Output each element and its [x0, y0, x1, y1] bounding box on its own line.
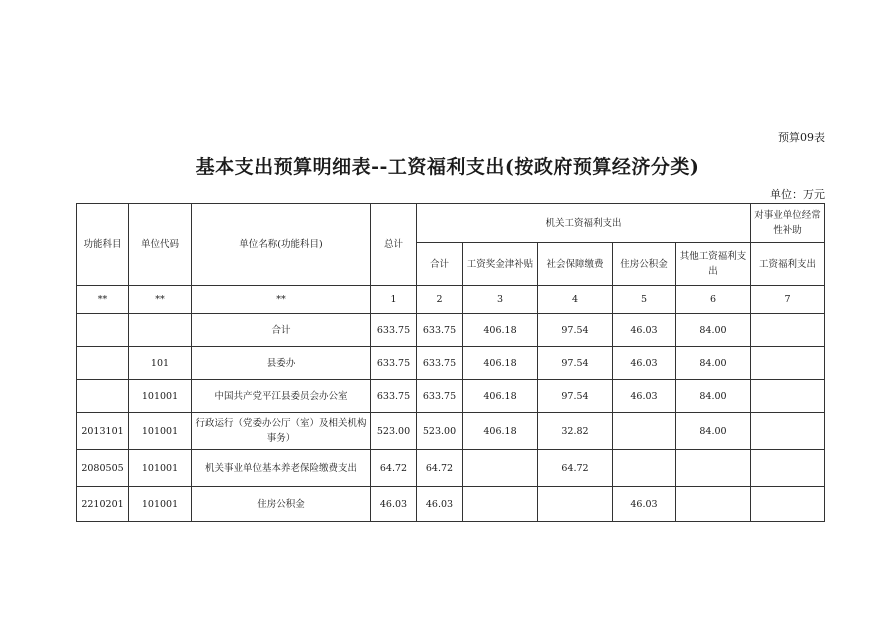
number-cell: 1 — [371, 286, 417, 314]
cell-social: 64.72 — [538, 450, 613, 487]
cell-salary — [463, 450, 538, 487]
cell-wage — [751, 314, 825, 347]
cell-social: 97.54 — [538, 380, 613, 413]
number-cell: 2 — [417, 286, 463, 314]
number-cell: 7 — [751, 286, 825, 314]
cell-salary: 406.18 — [463, 314, 538, 347]
cell-sub-total: 633.75 — [417, 380, 463, 413]
cell-total: 633.75 — [371, 314, 417, 347]
header-unit-name: 单位名称(功能科目) — [192, 204, 371, 286]
cell-code: 101001 — [129, 380, 192, 413]
header-subsidy-group: 对事业单位经常性补助 — [751, 204, 825, 243]
number-cell: ** — [77, 286, 129, 314]
cell-total: 523.00 — [371, 413, 417, 450]
cell-name: 住房公积金 — [192, 487, 371, 522]
header-agency-group: 机关工资福利支出 — [417, 204, 751, 243]
header-func-subject: 功能科目 — [77, 204, 129, 286]
cell-func: 2080505 — [77, 450, 129, 487]
number-cell: 6 — [676, 286, 751, 314]
number-cell: 4 — [538, 286, 613, 314]
cell-code: 101001 — [129, 413, 192, 450]
cell-name: 县委办 — [192, 347, 371, 380]
header-total: 总计 — [371, 204, 417, 286]
cell-sub-total: 633.75 — [417, 314, 463, 347]
cell-code: 101001 — [129, 450, 192, 487]
number-cell: 5 — [613, 286, 676, 314]
budget-table — [76, 203, 825, 522]
header-wage-welfare: 工资福利支出 — [751, 243, 825, 286]
number-cell: ** — [129, 286, 192, 314]
cell-social: 97.54 — [538, 347, 613, 380]
cell-other: 84.00 — [676, 413, 751, 450]
table-row — [77, 314, 825, 347]
cell-other — [676, 487, 751, 522]
cell-sub-total: 633.75 — [417, 347, 463, 380]
cell-func: 2013101 — [77, 413, 129, 450]
cell-social: 32.82 — [538, 413, 613, 450]
cell-total: 46.03 — [371, 487, 417, 522]
cell-housing: 46.03 — [613, 487, 676, 522]
table-row — [77, 450, 825, 487]
cell-housing: 46.03 — [613, 380, 676, 413]
cell-salary: 406.18 — [463, 380, 538, 413]
header-unit-code: 单位代码 — [129, 204, 192, 286]
cell-func: 2210201 — [77, 487, 129, 522]
cell-housing — [613, 450, 676, 487]
cell-sub-total: 64.72 — [417, 450, 463, 487]
number-row — [77, 286, 825, 314]
cell-code: 101001 — [129, 487, 192, 522]
cell-total: 633.75 — [371, 347, 417, 380]
cell-housing: 46.03 — [613, 314, 676, 347]
table-row — [77, 380, 825, 413]
number-cell: ** — [192, 286, 371, 314]
cell-wage — [751, 413, 825, 450]
cell-total: 64.72 — [371, 450, 417, 487]
cell-wage — [751, 487, 825, 522]
header-other: 其他工资福利支出 — [676, 243, 751, 286]
table-row — [77, 413, 825, 450]
cell-name: 行政运行（党委办公厅（室）及相关机构事务） — [192, 413, 371, 450]
cell-salary — [463, 487, 538, 522]
cell-housing: 46.03 — [613, 347, 676, 380]
cell-name: 机关事业单位基本养老保险缴费支出 — [192, 450, 371, 487]
cell-func — [77, 314, 129, 347]
cell-other: 84.00 — [676, 314, 751, 347]
cell-salary: 406.18 — [463, 413, 538, 450]
cell-sub-total: 523.00 — [417, 413, 463, 450]
header-social: 社会保障缴费 — [538, 243, 613, 286]
cell-sub-total: 46.03 — [417, 487, 463, 522]
header-housing: 住房公积金 — [613, 243, 676, 286]
cell-name: 合计 — [192, 314, 371, 347]
cell-salary: 406.18 — [463, 347, 538, 380]
cell-wage — [751, 380, 825, 413]
cell-wage — [751, 347, 825, 380]
header-salary: 工资奖金津补贴 — [463, 243, 538, 286]
cell-code: 101 — [129, 347, 192, 380]
cell-social — [538, 487, 613, 522]
cell-func — [77, 347, 129, 380]
cell-name: 中国共产党平江县委员会办公室 — [192, 380, 371, 413]
header-sub-total: 合计 — [417, 243, 463, 286]
table-row — [77, 487, 825, 522]
form-number: 预算09表 — [778, 131, 825, 144]
cell-wage — [751, 450, 825, 487]
cell-housing — [613, 413, 676, 450]
number-cell: 3 — [463, 286, 538, 314]
cell-other: 84.00 — [676, 347, 751, 380]
header-row-1 — [77, 204, 825, 243]
cell-code — [129, 314, 192, 347]
cell-total: 633.75 — [371, 380, 417, 413]
cell-func — [77, 380, 129, 413]
page-title: 基本支出预算明细表--工资福利支出(按政府预算经济分类) — [195, 156, 700, 178]
cell-social: 97.54 — [538, 314, 613, 347]
table-row — [77, 347, 825, 380]
cell-other: 84.00 — [676, 380, 751, 413]
cell-other — [676, 450, 751, 487]
unit-label: 单位：万元 — [770, 188, 825, 201]
